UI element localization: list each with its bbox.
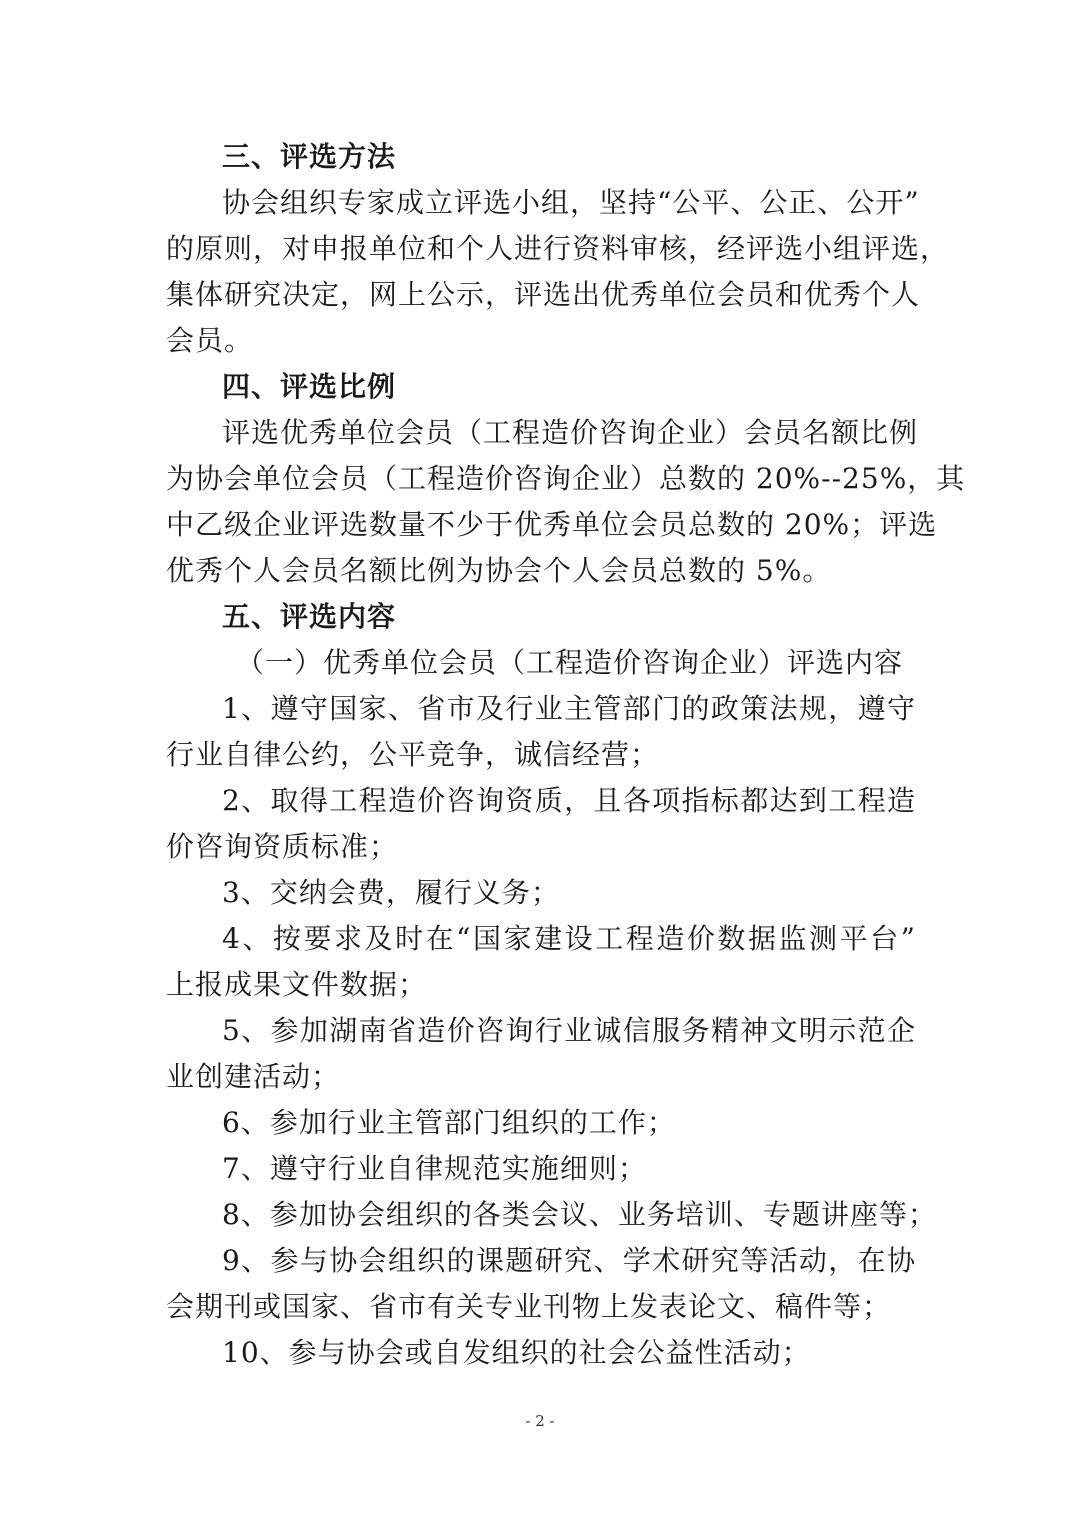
section-5-subheading: （一）优秀单位会员（工程造价咨询企业）评选内容 <box>236 646 904 679</box>
section-3-paragraph-line: 的原则，对申报单位和个人进行资料审核，经评选小组评选， <box>166 232 950 265</box>
list-item-line: 上报成果文件数据； <box>166 968 428 1001</box>
list-item-line: 4、按要求及时在“国家建设工程造价数据监测平台” <box>222 922 916 955</box>
list-item-line: 价咨询资质标准； <box>166 830 399 863</box>
section-3-paragraph-line: 协会组织专家成立评选小组，坚持“公平、公正、公开” <box>222 186 920 219</box>
list-item-line: 业创建活动； <box>166 1060 341 1093</box>
list-item-line: 5、参加湖南省造价咨询行业诚信服务精神文明示范企 <box>222 1014 916 1047</box>
page-number: - 2 - <box>525 1412 555 1430</box>
list-item-line: 1、遵守国家、省市及行业主管部门的政策法规，遵守 <box>222 692 916 725</box>
list-item-line: 行业自律公约，公平竞争，诚信经营； <box>166 738 660 771</box>
list-item-line: 10、参与协会或自发组织的社会公益性活动； <box>222 1336 811 1369</box>
list-item-line: 2、取得工程造价咨询资质，且各项指标都达到工程造 <box>222 784 916 817</box>
list-item-line: 9、参与协会组织的课题研究、学术研究等活动，在协 <box>222 1244 916 1277</box>
document-body <box>166 134 966 1376</box>
section-3-paragraph-line: 集体研究决定，网上公示，评选出优秀单位会员和优秀个人 <box>166 278 921 311</box>
list-item-line: 3、交纳会费，履行义务； <box>222 876 560 909</box>
section-3-paragraph-line: 会员。 <box>166 324 254 357</box>
list-item-line: 6、参加行业主管部门组织的工作； <box>222 1106 676 1139</box>
list-item-line: 7、遵守行业自律规范实施细则； <box>222 1152 647 1185</box>
section-5-heading: 五、评选内容 <box>222 600 397 633</box>
list-item-line: 会期刊或国家、省市有关专业刊物上发表论文、稿件等； <box>166 1290 892 1323</box>
section-4-paragraph-line: 优秀个人会员名额比例为协会个人会员总数的 5%。 <box>166 554 832 587</box>
list-item-line: 8、参加协会组织的各类会议、业务培训、专题讲座等； <box>222 1198 937 1231</box>
section-4-heading: 四、评选比例 <box>222 370 397 403</box>
section-4-paragraph-line: 中乙级企业评选数量不少于优秀单位会员总数的 20%；评选 <box>166 508 938 541</box>
section-3-heading: 三、评选方法 <box>222 140 397 173</box>
section-4-paragraph-line: 评选优秀单位会员（工程造价咨询企业）会员名额比例 <box>222 416 919 449</box>
section-4-paragraph-line: 为协会单位会员（工程造价咨询企业）总数的 20%--25%，其 <box>166 462 966 495</box>
